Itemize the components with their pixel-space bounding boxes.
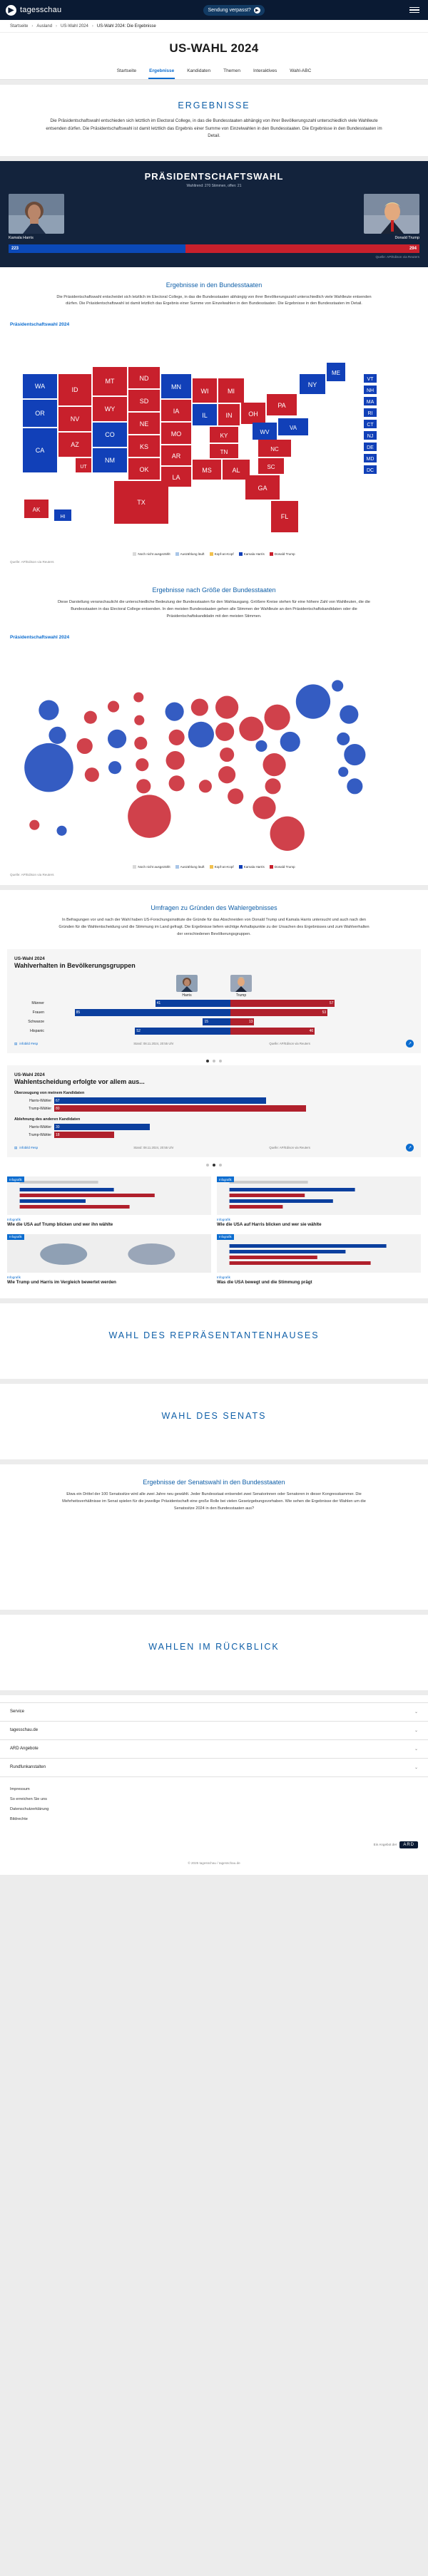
- ig1-trump-value: 46: [230, 1028, 315, 1035]
- repraesentantenhaus-section: [0, 1303, 428, 1379]
- praesidentschaftswahl-card: [0, 161, 428, 886]
- harris-thumb: [176, 975, 198, 992]
- ig2-foot-mid: Stand: 08.11.2024, 20:55 Uhr: [133, 1146, 174, 1150]
- ig1-row-label: Hispanic: [30, 1029, 44, 1034]
- teaser-tag: Infografik: [217, 1176, 234, 1182]
- ig2-row-value: 80: [54, 1105, 306, 1112]
- ard-prefix: Ein Angebot der: [373, 1843, 397, 1847]
- teaser-kicker: Infografik: [217, 1275, 230, 1279]
- svg-text:WI: WI: [200, 388, 209, 395]
- us-map-svg: [7, 331, 421, 545]
- teaser-headline[interactable]: Wie Trump und Harris im Vergleich bewertet werden: [7, 1279, 116, 1285]
- breadcrumb-item-0[interactable]: Startseite: [10, 24, 29, 29]
- footer-accordion-label: tagesschau.de: [10, 1728, 39, 1733]
- ig2-row-label: Trump-Wähler: [29, 1106, 51, 1111]
- legend-item-4: Donald Trump: [270, 552, 295, 556]
- map-legend: [0, 548, 428, 557]
- brand-name: tagesschau: [20, 6, 62, 14]
- svg-text:TX: TX: [137, 499, 146, 507]
- ig1-row-hispanic: [14, 1028, 414, 1035]
- teaser-tag: Infografik: [217, 1234, 234, 1240]
- infographic-wahlentscheidung[interactable]: [7, 1065, 421, 1157]
- footer-accordion-service[interactable]: [0, 1703, 428, 1722]
- svg-text:MD: MD: [366, 457, 374, 462]
- ig1-trump: [230, 975, 252, 998]
- footer-copyright: © 2025 tagesschau / tagesschau.de: [188, 1861, 240, 1865]
- svg-text:ND: ND: [139, 375, 149, 383]
- legend-item-0: Noch nicht ausgezählt: [133, 552, 170, 556]
- svg-text:MO: MO: [170, 430, 182, 438]
- umfragen-text: In Befragungen vor und nach der Wahl haben US-Forschungsinstitute die Gründe für das Abschneiden von Donald Trump und Kamala Harris untersucht und auch nach den Gründen für die Wahlentscheidung und die Stimmung im Land gefragt. Die Ergebnisse liefern wichtige Anhaltspunkte zu der Ursachen des Ergebnisses und zum Wahlverhalten der verschiedenen Bevölkerungsgruppen.: [58, 918, 370, 936]
- teaser-headline[interactable]: Wie die USA auf Harris blicken und wer sie wählte: [217, 1222, 322, 1228]
- carousel-dot-1[interactable]: [213, 1164, 215, 1167]
- ig2-title: Wahlentscheidung erfolgte vor allem aus...: [14, 1078, 145, 1086]
- breadcrumb-separator: ›: [31, 24, 34, 29]
- ig2-row-label: Trump-Wähler: [29, 1132, 51, 1137]
- svg-text:CT: CT: [367, 423, 374, 428]
- ig2-row-value: 18: [54, 1132, 114, 1138]
- tab-interaktives[interactable]: Interaktives: [253, 68, 277, 73]
- chevron-down-icon: ⌄: [414, 1747, 418, 1752]
- rueckblick-heading: WAHLEN IM RÜCKBLICK: [148, 1641, 280, 1652]
- share-icon[interactable]: ↗: [406, 1040, 414, 1048]
- candidate-trump: [364, 194, 419, 240]
- svg-text:ME: ME: [332, 370, 340, 377]
- rueckblick-section: [0, 1615, 428, 1690]
- bubble-svg: [6, 646, 422, 861]
- legend-item-0: Noch nicht ausgezählt: [133, 865, 170, 869]
- legend-item-3: Kamala Harris: [239, 865, 265, 869]
- harris-name: Kamala Harris: [9, 235, 34, 240]
- ig1-trump-value: 57: [230, 1000, 335, 1007]
- senat-states-heading: Ergebnisse der Senatswahl in den Bundesstaaten: [143, 1479, 285, 1486]
- ard-logo[interactable]: ARD: [399, 1841, 418, 1848]
- ig1-people: [14, 975, 414, 998]
- svg-text:ID: ID: [71, 386, 78, 394]
- senat-heading: WAHL DES SENATS: [161, 1411, 267, 1422]
- footer-accordion-ard-angebote[interactable]: [0, 1740, 428, 1759]
- trump-name: Donald Trump: [394, 235, 419, 240]
- svg-text:OR: OR: [35, 410, 45, 418]
- map-chart-title: Präsidentschaftswahl 2024: [10, 322, 70, 328]
- ig2-block2-title: Ablehnung des anderen Kandidaten: [14, 1117, 81, 1122]
- bubble-legend: [0, 861, 428, 870]
- trump-electoral-value: 294: [185, 244, 419, 253]
- bubble-source: Quelle: AP/Edison via Reuters: [10, 873, 54, 877]
- chevron-down-icon: ⌄: [414, 1709, 418, 1714]
- teaser-grid: [0, 1169, 428, 1288]
- ig1-kicker: US-Wahl 2024: [14, 956, 45, 962]
- ig2-block1-row-0: [14, 1097, 414, 1104]
- share-icon[interactable]: ↗: [406, 1144, 414, 1152]
- hamburger-menu-icon[interactable]: [407, 4, 422, 16]
- ig1-harris-value: 52: [135, 1028, 230, 1035]
- legend-item-3: Kamala Harris: [239, 552, 265, 556]
- ig1-row-schwarze: [14, 1018, 414, 1025]
- svg-text:SD: SD: [139, 398, 149, 405]
- ig2-kicker: US-Wahl 2024: [14, 1072, 45, 1078]
- breadcrumb-item-3: US-Wahl 2024: Die Ergebnisse: [96, 24, 156, 29]
- ig2-foot-left: infobild #esp: [19, 1146, 39, 1150]
- bubble-text: Diese Darstellung veranschaulicht die unterschiedliche Bedeutung der Bundesstaaten für den Wahlausgang. Größere Kreise stehen für eine höhere Zahl von Wahlleuten, die die Bundesstaaten in das Electoral College entsenden. In den meisten Bundesstaaten gehen alle Stimmen der Wahlleute an den Präsidentschaftskandidaten oder die Präsidentschaftskandidatin mit den meisten Stimmen.: [57, 600, 371, 619]
- page-title: US-WAHL 2024: [0, 33, 428, 66]
- svg-text:UT: UT: [80, 465, 87, 470]
- ig2-row-label: Harris-Wähler: [29, 1098, 51, 1103]
- footer-accordion-label: Service: [10, 1709, 25, 1714]
- svg-text:NV: NV: [70, 415, 80, 423]
- svg-text:MS: MS: [202, 467, 212, 475]
- svg-text:CA: CA: [35, 447, 45, 455]
- svg-text:VA: VA: [289, 425, 297, 432]
- svg-text:IL: IL: [202, 412, 208, 420]
- breadcrumb-separator: ›: [91, 24, 93, 29]
- svg-text:HI: HI: [60, 514, 66, 520]
- hero-title: PRÄSIDENTSCHAFTSWAHL: [144, 170, 284, 182]
- ig1-trump-label: Trump: [235, 993, 247, 998]
- electoral-bar: [9, 244, 419, 253]
- ig1-row-label: Schwarze: [28, 1020, 44, 1025]
- breadcrumb: [0, 20, 428, 33]
- svg-text:AR: AR: [171, 452, 181, 460]
- ig1-row-label: Frauen: [32, 1010, 44, 1015]
- sendung-verpasst-button[interactable]: [203, 5, 264, 16]
- ig2-block2-row-0: [14, 1124, 414, 1130]
- svg-text:WY: WY: [104, 405, 116, 413]
- teaser-image: [217, 1234, 421, 1273]
- teaser-headline[interactable]: Wie die USA auf Trump blicken und wer ihn wählte: [7, 1222, 113, 1228]
- tab-ergebnisse[interactable]: Ergebnisse: [148, 66, 175, 79]
- svg-text:GA: GA: [258, 485, 268, 492]
- teaser-tag: Infografik: [7, 1234, 24, 1240]
- map-source: Quelle: AP/Edison via Reuters: [10, 560, 54, 564]
- ergebnisse-intro-card: [0, 85, 428, 156]
- svg-text:MI: MI: [228, 388, 235, 395]
- sendung-label: Sendung verpasst?: [208, 7, 251, 13]
- footer-accordion-rundfunkanstalten[interactable]: [0, 1759, 428, 1777]
- tab-wahl-abc[interactable]: Wahl-ABC: [290, 68, 312, 73]
- svg-text:NJ: NJ: [367, 434, 374, 440]
- brand-logo-link[interactable]: [6, 5, 61, 16]
- footer-link-datenschutz[interactable]: Datenschutzerklärung: [10, 1806, 49, 1811]
- ig1-row-label: Männer: [31, 1001, 44, 1006]
- ig2-footer: [14, 1144, 414, 1152]
- infobild-icon: ▤: [14, 1041, 18, 1045]
- ig1-harris-label: Harris: [182, 993, 192, 998]
- teaser-kicker: Infografik: [7, 1218, 21, 1222]
- svg-text:IN: IN: [225, 412, 233, 420]
- svg-text:LA: LA: [172, 474, 180, 482]
- svg-text:VT: VT: [367, 377, 374, 383]
- ig1-foot-mid: Stand: 08.11.2024, 20:55 Uhr: [133, 1042, 174, 1046]
- svg-text:MT: MT: [105, 378, 115, 386]
- svg-text:OK: OK: [139, 466, 149, 474]
- ig2-row-value: 67: [54, 1097, 266, 1104]
- states-heading: Ergebnisse in den Bundesstaaten: [165, 281, 263, 289]
- tab-startseite[interactable]: Startseite: [116, 68, 137, 73]
- svg-text:OH: OH: [248, 410, 258, 418]
- teaser-2[interactable]: [7, 1234, 211, 1286]
- repraesentantenhaus-heading: WAHL DES REPRÄSENTANTENHAUSES: [108, 1330, 320, 1341]
- chevron-down-icon: ⌄: [414, 1765, 418, 1770]
- ig2-block2-row-1: [14, 1132, 414, 1138]
- hero-source: Quelle: AP/Edison via Reuters: [375, 254, 419, 259]
- svg-text:MN: MN: [171, 383, 181, 391]
- umfragen-heading: Umfragen zu Gründen des Wahlergebnisses: [151, 904, 277, 912]
- svg-text:WA: WA: [34, 383, 46, 390]
- svg-text:AK: AK: [32, 507, 41, 514]
- legend-item-2: Kopf-an-Kopf: [210, 552, 234, 556]
- ig1-row-maenner: [14, 1000, 414, 1007]
- teaser-1[interactable]: [217, 1176, 421, 1228]
- trump-photo: [364, 194, 419, 234]
- us-map-chart[interactable]: [0, 331, 428, 548]
- footer-links: [0, 1777, 428, 1834]
- teaser-image: [217, 1176, 421, 1215]
- svg-text:NM: NM: [105, 457, 115, 465]
- hero-stamp: Wahltrend: 270 Stimmen, offen: 21: [186, 183, 242, 188]
- ig1-harris-value: 85: [75, 1009, 230, 1016]
- carousel-dot-1[interactable]: [213, 1060, 215, 1062]
- legend-item-2: Kopf-an-Kopf: [210, 865, 234, 869]
- footer-accordion-tagesschau[interactable]: [0, 1722, 428, 1740]
- svg-text:CO: CO: [105, 431, 115, 439]
- footer-accordion-label: ARD Angebote: [10, 1747, 39, 1752]
- teaser-3[interactable]: [217, 1234, 421, 1286]
- carousel-dot-2[interactable]: [219, 1060, 222, 1062]
- legend-item-1: Auszählung läuft: [175, 865, 205, 869]
- svg-text:DE: DE: [367, 445, 374, 451]
- tab-themen[interactable]: Themen: [223, 68, 240, 73]
- teaser-image: [7, 1234, 211, 1273]
- svg-text:IA: IA: [173, 408, 180, 415]
- teaser-kicker: Infografik: [217, 1218, 230, 1222]
- carousel-dots-1[interactable]: [0, 1053, 428, 1065]
- teaser-0[interactable]: [7, 1176, 211, 1228]
- svg-text:SC: SC: [267, 464, 275, 471]
- svg-text:WV: WV: [260, 429, 270, 436]
- ig1-harris-value: 41: [156, 1000, 230, 1007]
- chevron-down-icon: ⌄: [414, 1728, 418, 1733]
- ig2-foot-source: Quelle: AP/Edison via Reuters: [269, 1146, 310, 1150]
- teaser-headline[interactable]: Was die USA bewegt und die Stimmung prägt: [217, 1279, 312, 1285]
- tagesschau-logo-icon: ▶: [6, 5, 16, 16]
- ergebnisse-heading: ERGEBNISSE: [178, 100, 250, 110]
- svg-text:NH: NH: [366, 388, 374, 394]
- teaser-tag: Infografik: [7, 1176, 24, 1182]
- states-text: Die Präsidentschaftswahl entscheidet sich letztlich im Electoral College, in das die Bundesstaaten abhängig von ihrer Bevölkerungszahl unterschiedlich viele Wahlleute entsenden dürfen. Die Präsidentschaftswahl ist damit letztlich das Ergebnis einer Summe von Einzelwahlen in den Bundesstaaten. Die Ergebnisse in den Bundesstaaten im Detail.: [56, 294, 372, 306]
- svg-text:AZ: AZ: [71, 441, 79, 449]
- breadcrumb-item-1[interactable]: Ausland: [36, 24, 53, 29]
- ig2-block1-title: Überzeugung von meinem Kandidaten: [14, 1091, 85, 1096]
- svg-text:DC: DC: [366, 468, 374, 474]
- ig2-row-value: 30: [54, 1124, 150, 1130]
- ergebnisse-text: Die Präsidentschaftswahl entschieden sich letztlich im Electoral College, in das die Bundesstaaten abhängig von ihrer Bevölkerungszahl unterschiedlich viele Wahlleute entsenden dürfen. Die Präsidentschaftswahl ist damit letztlich das Ergebnis einer Summe von Einzelwahlen in den Bundesstaaten. Die Ergebnisse in den Bundesstaaten im Detail.: [46, 118, 382, 139]
- umfragen-card: [0, 890, 428, 1298]
- trump-thumb: [230, 975, 252, 992]
- svg-text:TN: TN: [220, 449, 228, 456]
- carousel-dots-2[interactable]: [0, 1157, 428, 1169]
- section-nav: [0, 66, 428, 80]
- senat-section: [0, 1384, 428, 1459]
- top-bar: [0, 0, 428, 20]
- carousel-dot-0[interactable]: [206, 1164, 209, 1167]
- footer-accordion-label: Rundfunkanstalten: [10, 1765, 46, 1770]
- senat-states-section: [0, 1464, 428, 1609]
- breadcrumb-item-2[interactable]: US-Wahl 2024: [61, 24, 88, 29]
- infographic-wahlverhalten[interactable]: [7, 949, 421, 1053]
- svg-text:KY: KY: [220, 433, 228, 440]
- ig1-trump-value: 13: [230, 1018, 254, 1025]
- ig1-trump-value: 53: [230, 1009, 327, 1016]
- footer-link-bildrechte[interactable]: Bildrechte: [10, 1816, 28, 1821]
- ig1-foot-left: infobild #esp: [19, 1042, 39, 1046]
- legend-item-1: Auszählung läuft: [175, 552, 205, 556]
- ig1-harris: [176, 975, 198, 998]
- footer-link-kontakt[interactable]: So erreichen Sie uns: [10, 1796, 47, 1801]
- svg-text:RI: RI: [367, 411, 373, 417]
- breadcrumb-separator: ›: [56, 24, 58, 29]
- ig2-block1-row-1: [14, 1105, 414, 1112]
- harris-electoral-value: 223: [9, 244, 185, 253]
- footer-ard: [0, 1834, 428, 1856]
- svg-text:NC: NC: [270, 446, 279, 453]
- senat-states-text: Etwa ein Drittel der 100 Senatssitze wird alle zwei Jahre neu gewählt. Jeder Bundesstaat entsendet zwei Senatorinnen oder Senatoren in dieser Kongresskammer. Die Mehrheitsverhältnisse im Senat spielen für die jeweilige Präsidentschaft eine große Rolle bei vielen Gesetzgebungsvorhaben. Wie sehen die Ergebnisse der Wahlen um die Senatssitze 2024 in den Bundesstaaten aus?: [62, 1492, 366, 1511]
- svg-text:MA: MA: [366, 400, 374, 405]
- footer-link-impressum[interactable]: Impressum: [10, 1786, 30, 1791]
- teaser-kicker: Infografik: [7, 1275, 21, 1279]
- candidate-row: [9, 194, 419, 240]
- president-hero: [0, 161, 428, 267]
- candidate-harris: [9, 194, 64, 240]
- svg-text:AL: AL: [232, 467, 240, 475]
- tab-kandidaten[interactable]: Kandidaten: [187, 68, 211, 73]
- footer-accordions: [0, 1702, 428, 1777]
- ig2-block-ueberzeugung: [14, 1091, 414, 1112]
- svg-text:FL: FL: [280, 513, 289, 521]
- carousel-dot-0[interactable]: [206, 1060, 209, 1062]
- svg-text:NY: NY: [307, 381, 317, 389]
- ig1-harris-value: 15: [203, 1018, 230, 1025]
- ig1-footer: [14, 1040, 414, 1048]
- play-icon: ▶: [254, 7, 260, 14]
- ig1-title: Wahlverhalten in Bevölkerungsgruppen: [14, 962, 136, 970]
- legend-item-4: Donald Trump: [270, 865, 295, 869]
- ig2-row-label: Harris-Wähler: [29, 1124, 51, 1129]
- teaser-image: [7, 1176, 211, 1215]
- ig1-row-frauen: [14, 1009, 414, 1016]
- infobild-icon: ▤: [14, 1145, 18, 1149]
- us-bubble-chart[interactable]: [0, 644, 428, 861]
- ig2-block-ablehnung: [14, 1117, 414, 1138]
- svg-text:KS: KS: [139, 443, 149, 451]
- harris-photo: [9, 194, 64, 234]
- svg-text:NE: NE: [139, 420, 149, 428]
- footer: [0, 1695, 428, 1875]
- bubble-chart-title: Präsidentschaftswahl 2024: [10, 634, 70, 640]
- svg-text:PA: PA: [277, 402, 286, 410]
- ig1-foot-source: Quelle: AP/Edison via Reuters: [269, 1042, 310, 1046]
- carousel-dot-2[interactable]: [219, 1164, 222, 1167]
- bubble-heading: Ergebnisse nach Größe der Bundesstaaten: [152, 586, 276, 594]
